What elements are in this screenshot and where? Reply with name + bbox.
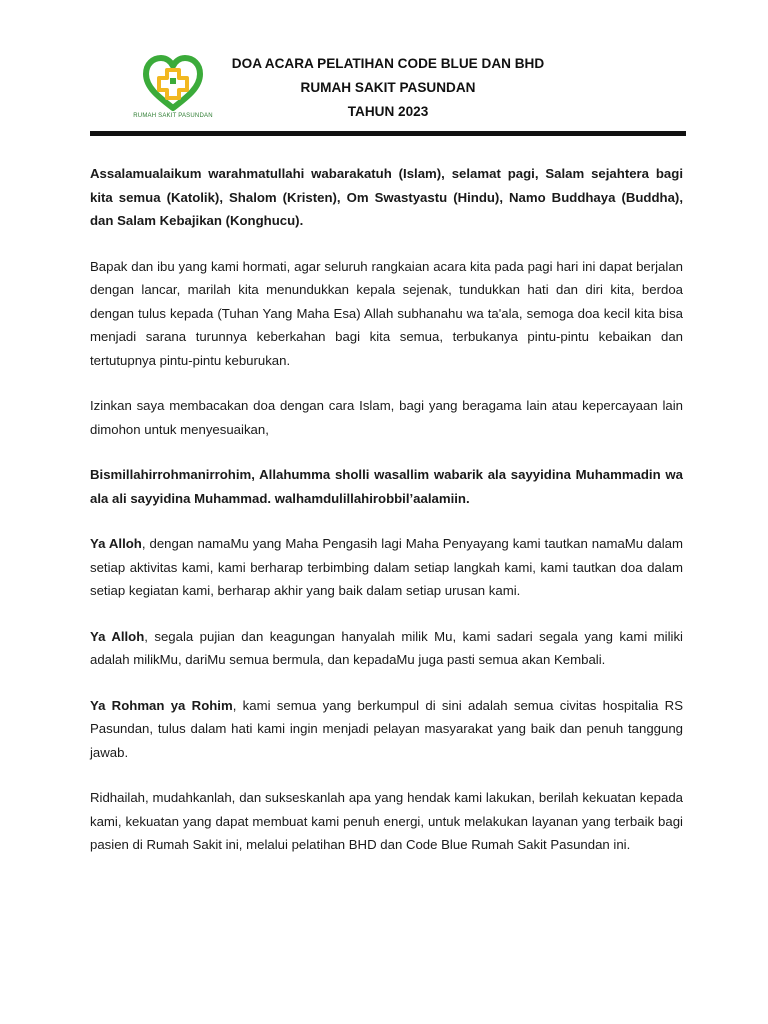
- greeting-paragraph: Assalamualaikum warahmatullahi wabarakatuh (Islam), selamat pagi, Salam sejahtera bagi kita semua (Katolik), Shalom (Kristen), Om Swastyastu (Hindu), Namo Buddhaya (Buddha), dan Salam Kebajikan (Konghucu).: [90, 166, 683, 228]
- prayer-text-1: , dengan namaMu yang Maha Pengasih lagi Maha Penyayang kami tautkan namaMu dalam setiap aktivitas kami, kami berharap terbimbing dalam setiap langkah kami, kami tautkan doa dalam setiap kegiatan kami, berharap akhir yang baik dalam setiap urusan kami.: [90, 536, 683, 598]
- document-title: [200, 52, 576, 124]
- header-divider: [90, 131, 686, 136]
- prayer-paragraph-3: [90, 694, 683, 765]
- logo-caption: RUMAH SAKIT PASUNDAN: [133, 113, 213, 119]
- title-line-3: TAHUN 2023: [347, 104, 429, 119]
- prayer-text-2: , segala pujian dan keagungan hanyalah milik Mu, kami sadari segala yang kami miliki adalah milikMu, dariMu semua bermula, dan kepadaMu juga pasti semua akan Kembali.: [90, 628, 683, 667]
- prayer-lead-3: Ya Rohman ya Rohim: [90, 697, 233, 713]
- permission-paragraph: Izinkan saya membacakan doa dengan cara Islam, bagi yang beragama lain atau kepercayaan lain dimohon untuk menyesuaikan,: [90, 398, 683, 437]
- title-line-2: RUMAH SAKIT PASUNDAN: [300, 80, 476, 95]
- prayer-lead-2: Ya Alloh: [90, 628, 145, 644]
- opening-paragraph: Bapak dan ibu yang kami hormati, agar seluruh rangkaian acara kita pada pagi hari ini dapat berjalan dengan lancar, marilah kita menundukkan kepala sejenak, tundukkan hati dan diri kita, berdoa dengan tulus kepada (Tuhan Yang Maha Esa) Allah subhanahu wa ta'ala, semoga doa kecil kita bisa menjadi sarana turunnya keberkahan bagi kita semua, terbukanya pintu-pintu kebaikan dan tertutupnya pintu-pintu keburukan.: [90, 258, 683, 368]
- prayer-lead-1: Ya Alloh: [90, 536, 142, 551]
- bismillah-paragraph: Bismillahirrohmanirrohim, Allahumma sholli wasallim wabarik ala sayyidina Muhammadin wa ala ali sayyidina Muhammad. walhamdulillahirobbil’aalamiin.: [90, 467, 683, 506]
- prayer-paragraph-1: [90, 532, 683, 603]
- title-line-1: DOA ACARA PELATIHAN CODE BLUE DAN BHD: [231, 56, 545, 71]
- closing-paragraph: Ridhailah, mudahkanlah, dan sukseskanlah apa yang hendak kami lakukan, berilah kekuatan kepada kami, kekuatan yang dapat membuat kami penuh energi, untuk melakukan layanan yang terbaik bagi pasien di Rumah Sakit ini, melalui pelatihan BHD dan Code Blue Rumah Sakit Pasundan ini.: [90, 790, 683, 852]
- document-header: [0, 0, 768, 140]
- prayer-text-3: , kami semua yang berkumpul di sini adalah semua civitas hospitalia RS Pasundan, tulus dalam hati kami ingin menjadi pelayan masyarakat yang baik dan penuh tanggung jawab.: [90, 697, 683, 760]
- heart-cross-icon: [140, 52, 206, 112]
- prayer-paragraph-2: [90, 625, 683, 672]
- document-body: [90, 162, 683, 879]
